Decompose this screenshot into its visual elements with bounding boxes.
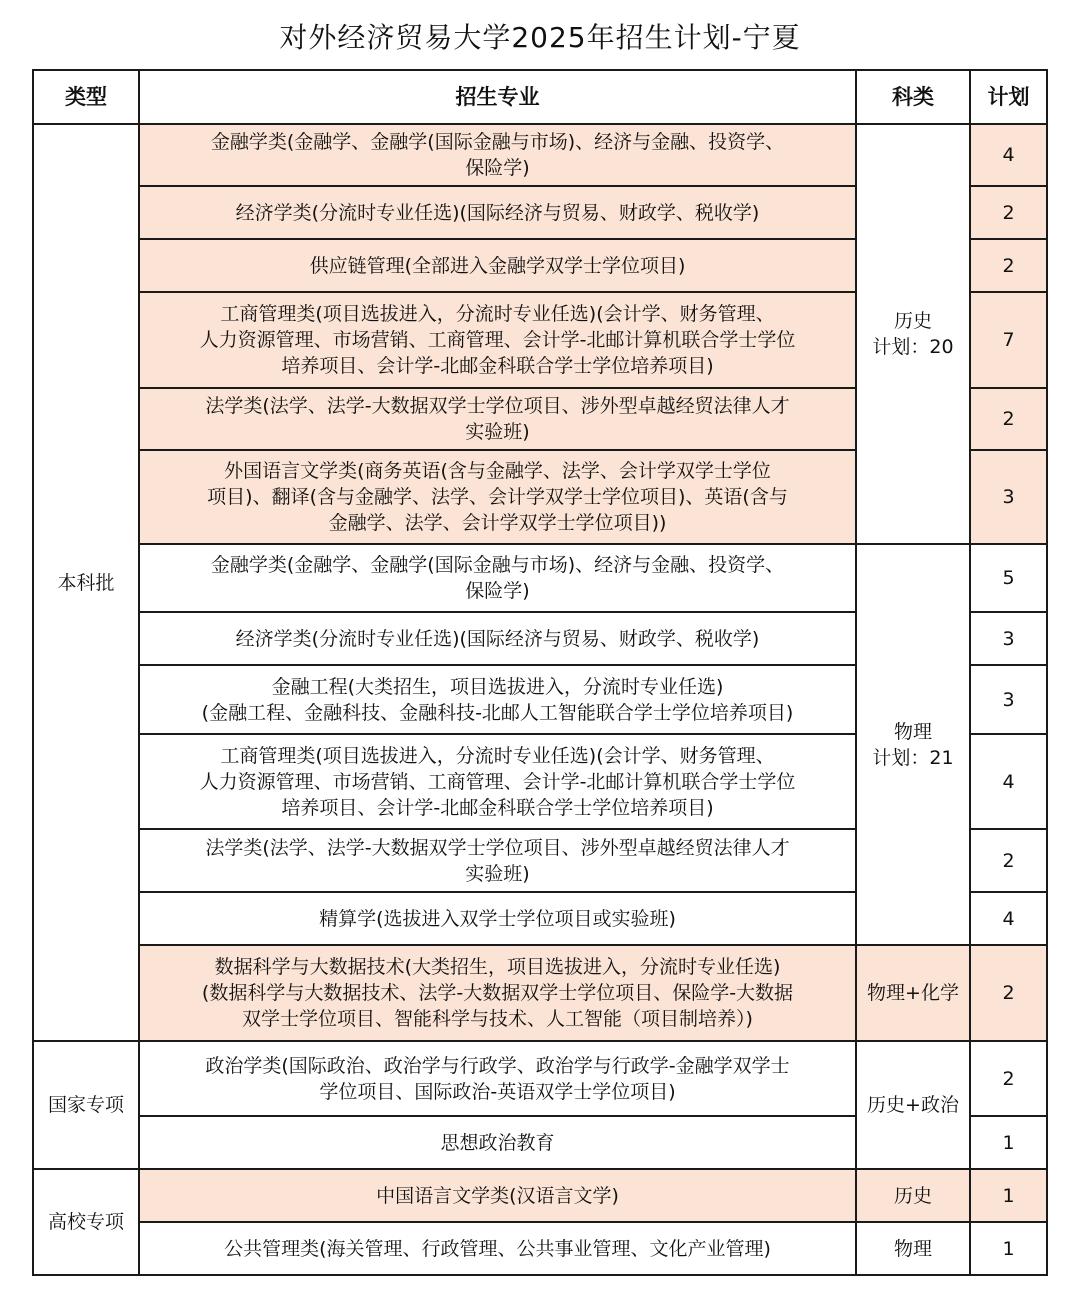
major-cell <box>139 186 856 239</box>
type-cell-gaoxiao: 高校专项 <box>33 1169 139 1275</box>
type-cell-benke: 本科批 <box>33 124 139 1041</box>
plan-cell: 3 <box>970 665 1047 734</box>
major-line: 培养项目、会计学-北邮金科联合学士学位培养项目) <box>281 355 714 377</box>
major-line: 培养项目、会计学-北邮金科联合学士学位培养项目) <box>281 796 714 819</box>
subject-line: 计划：20 <box>872 336 954 358</box>
major-cell <box>139 612 856 665</box>
subject-cell-hist-pol: 历史+政治 <box>856 1041 970 1169</box>
major-line: 工商管理类(项目选拔进入，分流时专业任选)(会计学、财务管理、 <box>220 303 775 325</box>
major-cell <box>139 665 856 734</box>
major-cell <box>139 734 856 829</box>
plan-cell: 3 <box>970 450 1047 544</box>
table-row <box>33 1169 1047 1222</box>
major-line: 数据科学与大数据技术(大类招生，项目选拔进入，分流时专业任选) <box>214 956 781 978</box>
major-cell <box>139 388 856 450</box>
header-plan: 计划 <box>970 70 1047 124</box>
major-cell <box>139 292 856 388</box>
table-row <box>33 544 1047 612</box>
table-row <box>33 124 1047 186</box>
major-cell <box>139 829 856 892</box>
major-line: 法学类(法学、法学-大数据双学士学位项目、涉外型卓越经贸法律人才 <box>205 836 790 859</box>
plan-cell: 2 <box>970 1041 1047 1116</box>
major-line: 金融工程(大类招生，项目选拔进入，分流时专业任选) <box>271 675 724 698</box>
table-header-row <box>33 70 1047 124</box>
major-cell <box>139 945 856 1041</box>
major-line: 政治学类(国际政治、政治学与行政学、政治学与行政学-金融学双学士 <box>205 1054 790 1077</box>
major-line: 经济学类(分流时专业任选)(国际经济与贸易、财政学、税收学) <box>235 201 760 224</box>
plan-cell: 2 <box>970 239 1047 292</box>
major-line: 人力资源管理、市场营销、工商管理、会计学-北邮计算机联合学士学位 <box>199 770 796 793</box>
major-line: 思想政治教育 <box>440 1131 555 1154</box>
major-line: 金融学、法学、会计学双学士学位项目)) <box>328 512 667 534</box>
header-major: 招生专业 <box>139 70 856 124</box>
major-line: 保险学) <box>465 580 530 602</box>
plan-cell: 2 <box>970 945 1047 1041</box>
table-row <box>33 945 1047 1041</box>
plan-cell: 2 <box>970 388 1047 450</box>
major-cell <box>139 892 856 945</box>
major-line: 公共管理类(海关管理、行政管理、公共事业管理、文化产业管理) <box>224 1237 771 1260</box>
major-cell <box>139 544 856 612</box>
subject-cell-history <box>856 124 970 544</box>
major-line: 中国语言文学类(汉语言文学) <box>376 1184 619 1207</box>
plan-cell: 2 <box>970 186 1047 239</box>
major-line: 双学士学位项目、智能科学与技术、人工智能（项目制培养）) <box>242 1008 753 1030</box>
plan-cell: 1 <box>970 1116 1047 1169</box>
plan-cell: 1 <box>970 1169 1047 1222</box>
type-cell-guojia: 国家专项 <box>33 1041 139 1169</box>
major-line: 法学类(法学、法学-大数据双学士学位项目、涉外型卓越经贸法律人才 <box>205 395 790 417</box>
major-cell <box>139 124 856 186</box>
major-line: 保险学) <box>465 157 530 179</box>
header-type: 类型 <box>33 70 139 124</box>
major-line: 实验班) <box>465 421 530 443</box>
plan-cell: 4 <box>970 734 1047 829</box>
plan-cell: 7 <box>970 292 1047 388</box>
plan-cell: 4 <box>970 892 1047 945</box>
plan-cell: 5 <box>970 544 1047 612</box>
plan-cell: 3 <box>970 612 1047 665</box>
subject-line: 物理 <box>893 720 932 743</box>
major-cell <box>139 1169 856 1222</box>
major-cell <box>139 1041 856 1116</box>
major-line: 金融学类(金融学、金融学(国际金融与市场)、经济与金融、投资学、 <box>210 131 785 153</box>
table-row <box>33 1222 1047 1275</box>
major-cell <box>139 1116 856 1169</box>
major-line: 工商管理类(项目选拔进入，分流时专业任选)(会计学、财务管理、 <box>220 744 775 767</box>
major-line: (数据科学与大数据技术、法学-大数据双学士学位项目、保险学-大数据 <box>201 982 794 1004</box>
major-line: 学位项目、国际政治-英语双学士学位项目) <box>319 1080 676 1103</box>
table-row <box>33 1041 1047 1116</box>
major-cell <box>139 239 856 292</box>
page-title: 对外经济贸易大学2025年招生计划-宁夏 <box>279 21 801 54</box>
major-line: 实验班) <box>465 862 530 885</box>
major-cell <box>139 450 856 544</box>
major-line: (金融工程、金融科技、金融科技-北邮人工智能联合学士学位培养项目) <box>201 701 794 724</box>
major-line: 经济学类(分流时专业任选)(国际经济与贸易、财政学、税收学) <box>235 627 760 650</box>
subject-cell-phys-chem: 物理+化学 <box>856 945 970 1041</box>
major-line: 金融学类(金融学、金融学(国际金融与市场)、经济与金融、投资学、 <box>210 554 785 576</box>
subject-line: 计划：21 <box>872 746 954 769</box>
enrollment-plan-table <box>32 69 1048 1276</box>
header-subject: 科类 <box>856 70 970 124</box>
plan-cell: 2 <box>970 829 1047 892</box>
major-line: 供应链管理(全部进入金融学双学士学位项目) <box>309 254 686 277</box>
major-line: 精算学(选拔进入双学士学位项目或实验班) <box>319 907 676 930</box>
major-line: 外国语言文学类(商务英语(含与金融学、法学、会计学双学士学位 <box>224 460 771 482</box>
plan-cell: 4 <box>970 124 1047 186</box>
major-line: 人力资源管理、市场营销、工商管理、会计学-北邮计算机联合学士学位 <box>199 329 796 351</box>
major-line: 项目)、翻译(含与金融学、法学、会计学双学士学位项目)、英语(含与 <box>207 486 788 508</box>
subject-cell-history-only: 历史 <box>856 1169 970 1222</box>
plan-cell: 1 <box>970 1222 1047 1275</box>
subject-cell-physics-only: 物理 <box>856 1222 970 1275</box>
subject-line: 历史 <box>893 310 932 332</box>
major-cell <box>139 1222 856 1275</box>
subject-cell-physics <box>856 544 970 945</box>
